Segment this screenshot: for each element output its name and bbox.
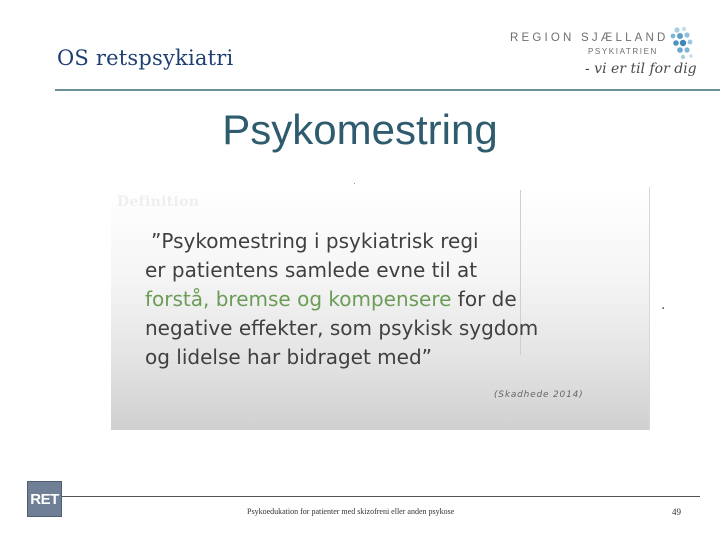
logo-dots-icon (665, 25, 715, 75)
footer-divider (62, 496, 700, 497)
logo-region-text: REGION SJÆLLAND (510, 32, 669, 44)
header-divider (55, 89, 720, 91)
quote-line-2: er patientens samlede evne til at (145, 258, 478, 282)
logo-tagline: - vi er til for dig (585, 61, 697, 77)
citation: (Skadhede 2014) (494, 390, 584, 400)
quote-line-3-rest: for de (451, 287, 517, 311)
definition-quote (145, 227, 645, 372)
page-number: 49 (672, 507, 681, 517)
definition-label: Definition (117, 194, 200, 210)
quote-line-4: negative effekter, som psykisk sygdom (145, 316, 539, 340)
quote-line-3 (145, 285, 645, 314)
decorative-dot (354, 183, 355, 184)
region-sjaelland-logo (505, 25, 715, 90)
quote-highlight: forstå, bremse og kompensere (145, 287, 452, 311)
ret-badge: RET (27, 481, 62, 517)
quote-line-1: ”Psykomestring i psykiatrisk regi (151, 229, 479, 253)
stray-dot: . (661, 297, 666, 313)
quote-line-5: og lidelse har bidraget med” (145, 345, 433, 369)
slide-title: Psykomestring (222, 106, 498, 153)
logo-psykiatrien-text: PSYKIATRIEN (588, 47, 658, 56)
header-title: OS retspsykiatri (57, 46, 234, 70)
footer-text: Psykoedukation for patienter med skizofreni eller anden psykose (247, 507, 455, 516)
